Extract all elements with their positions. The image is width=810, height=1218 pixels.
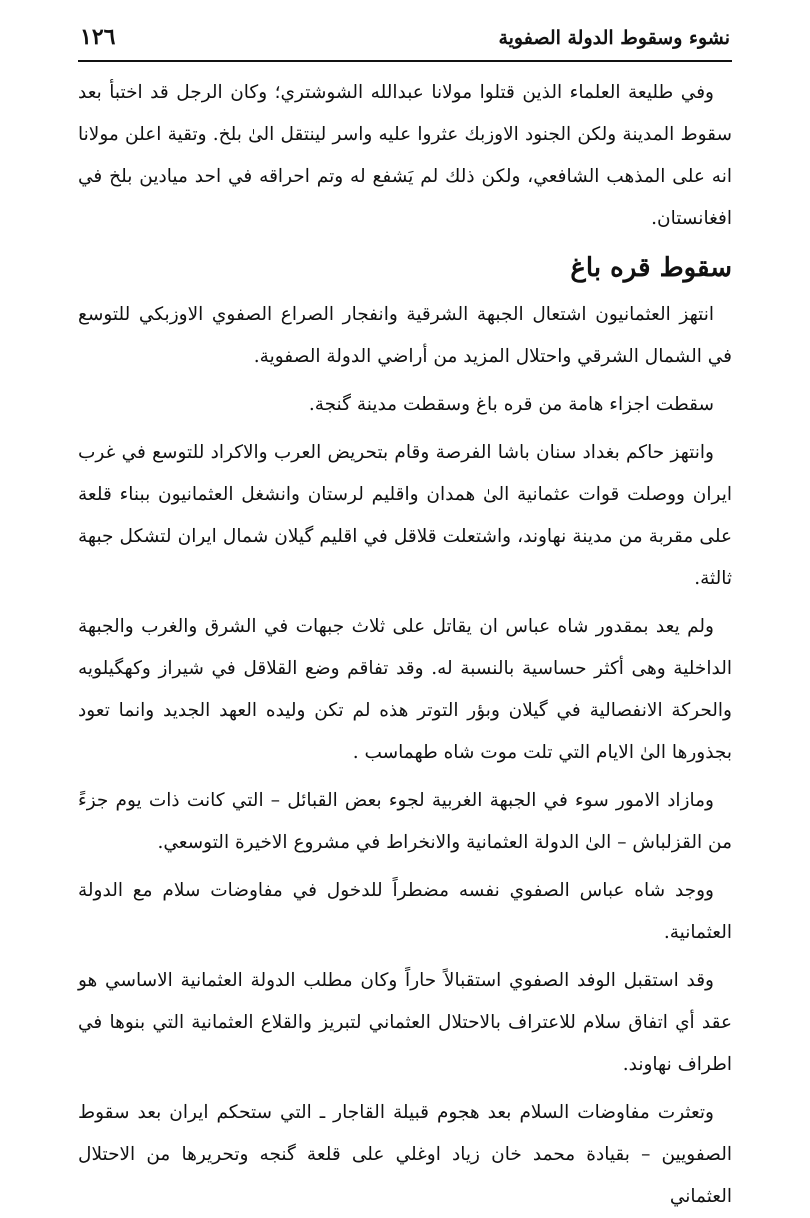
section-heading: سقوط قره باغ xyxy=(570,253,732,283)
paragraph: وقد استقبل الوفد الصفوي استقبالاً حاراً وكان مطلب الدولة العثمانية الاساسي هو عقد أي اتفاق سلام للاعتراف بالاحتلال العثماني لتبريز والقلاع العثمانية التي بنوها في اطراف نهاوند. xyxy=(78,970,732,1075)
paragraph: ووجد شاه عباس الصفوي نفسه مضطراً للدخول في مفاوضات سلام مع الدولة العثمانية. xyxy=(78,880,732,943)
paragraph: انتهز العثمانيون اشتعال الجبهة الشرقية وانفجار الصراع الصفوي الاوزبكي للتوسع في الشمال الشرقي واحتلال المزيد من أراضي الدولة الصفوية. xyxy=(78,304,732,367)
paragraph: وتعثرت مفاوضات السلام بعد هجوم قبيلة القاجار ـ التي ستحكم ايران بعد سقوط الصفويين – بقيادة محمد خان زياد اوغلي على قلعة گنجه وتحريرها من الاحتلال العثماني xyxy=(78,1102,732,1207)
running-title: نشوء وسقوط الدولة الصفوية xyxy=(498,27,730,49)
running-header xyxy=(78,24,732,62)
paragraph: وانتهز حاكم بغداد سنان باشا الفرصة وقام بتحريض العرب والاكراد للتوسع في غرب ايران ووصلت قوات عثمانية الىٰ همدان واقليم لرستان وانشغل العثمانيون ببناء قلعة على مقربة من مدينة نهاوند، واشتعلت قلاقل في اقليم گيلان شمال ايران لتشكل جبهة ثالثة. xyxy=(78,442,732,589)
paragraph: سقطت اجزاء هامة من قره باغ وسقطت مدينة گنجة. xyxy=(308,394,714,415)
book-page xyxy=(78,24,732,1207)
paragraph: ومازاد الامور سوء في الجبهة الغربية لجوء بعض القبائل – التي كانت ذات يوم جزءً من القزلباش – الىٰ الدولة العثمانية والانخراط في مشروع الاخيرة التوسعي. xyxy=(78,790,732,853)
page-number: ١٢٦ xyxy=(80,24,116,50)
paragraph: وفي طليعة العلماء الذين قتلوا مولانا عبدالله الشوشتري؛ وكان الرجل قد اختبأ بعد سقوط المدينة ولكن الجنود الاوزبك عثروا عليه واسر لينتقل الىٰ بلخ. وتقية اعلن مولانا انه على المذهب الشافعي، ولكن ذلك لم يَشفع له وتم احراقه في احد ميادين بلخ في افغانستان. xyxy=(78,82,732,229)
paragraph: ولم يعد بمقدور شاه عباس ان يقاتل على ثلاث جبهات في الشرق والغرب والجبهة الداخلية وهى أكثر حساسية بالنسبة له. وقد تفاقم وضع القلاقل في شيراز وكهگيلويه والحركة الانفصالية في گيلان وبؤر التوتر هذه لم تكن وليده العهد الجديد وانما تعود بجذورها الىٰ الايام التي تلت موت شاه طهماسب . xyxy=(78,616,732,763)
body-text xyxy=(78,72,732,1218)
